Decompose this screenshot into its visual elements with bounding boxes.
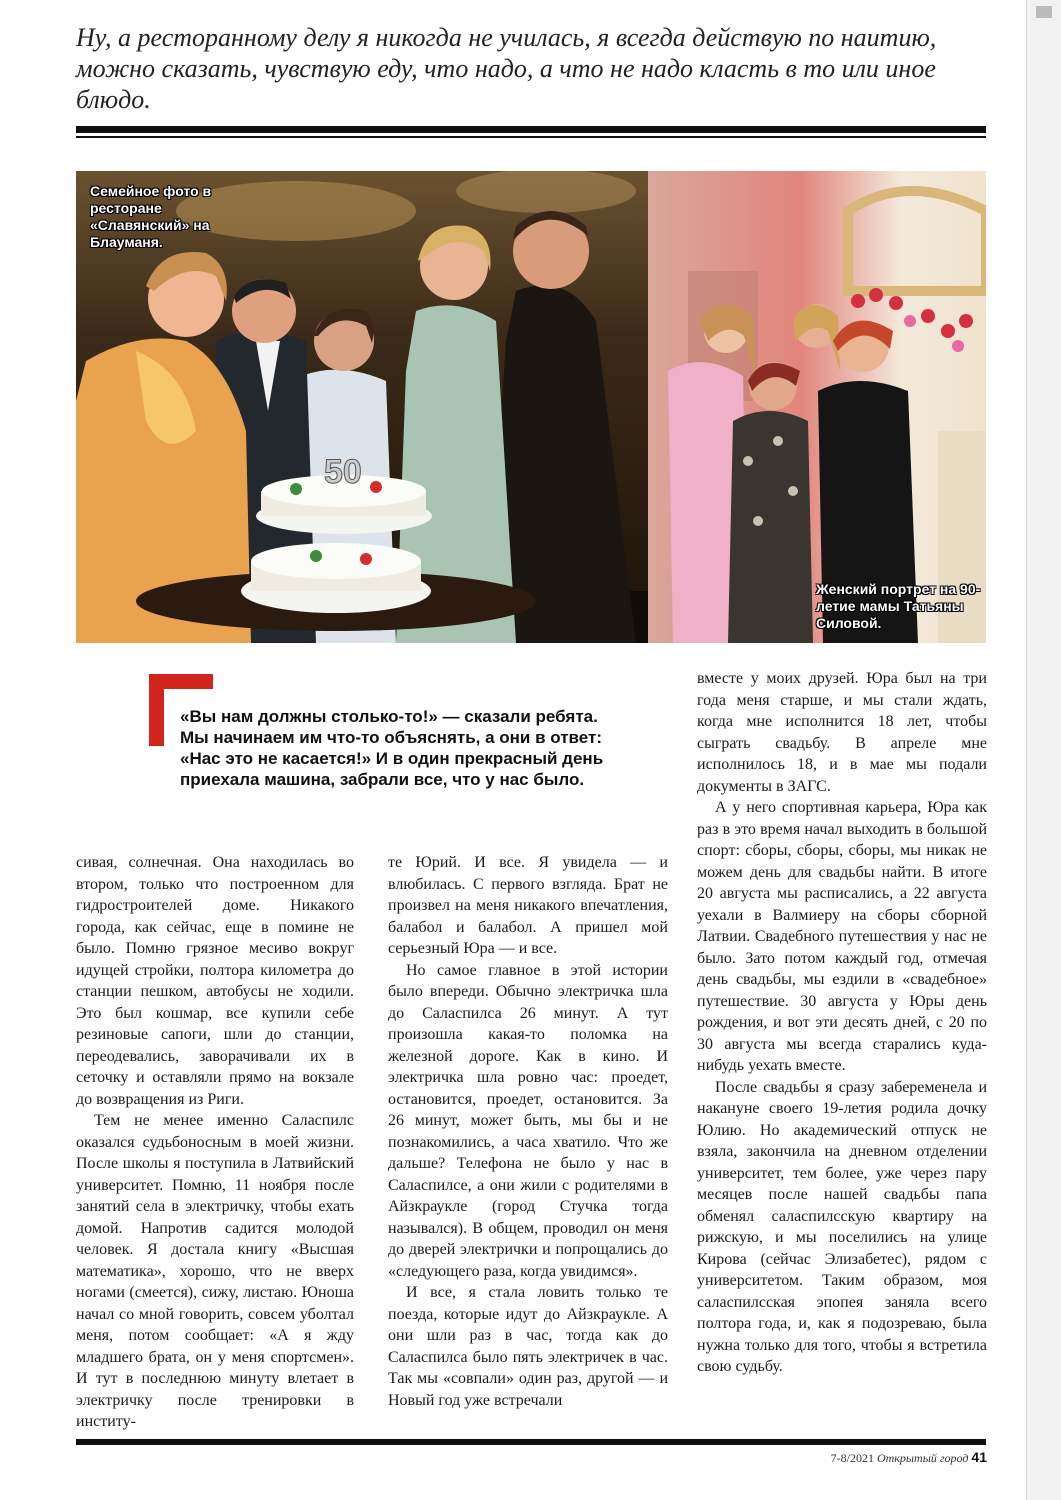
paragraph: Но самое главное в этой истории было впереди. Обычно электричка шла до Саласпилса 26 минут. А тут произошла какая-то поломка на железной дороге. Как в кино. И электричка шла ровно час: проедет, остановится, проедет, остановится. За 26 минут, может быть, мы бы и не познакомились, а часа хватило. Что же дальше? Телефона не было у нас в Саласпилсе, а они жили с родителями в Айзкраукле (город Стучка тогда назывался). В общем, проводил он меня до дверей электрички и попрощались до «следующего раза, когда увидимся». [388,961,668,1280]
pull-quote: «Вы нам должны столько-то!» — сказали ребята. Мы начинаем им что-то объяснять, а они в ответ: «Нас это не касается!» И в один прекрасный день приехала машина, забрали все, что у нас было. [180,707,604,789]
portrait-photo-illustration [648,171,986,643]
portrait-photo [648,171,986,643]
article-column-2 [388,852,668,1411]
paragraph: вместе у моих друзей. Юра был на три года меня старше, и мы стали ждать, когда мне исполнится 18 лет, чтобы сыграть свадьбу. В апреле мне исполнилось 18, и в мае мы подали документы в ЗАГС. [697,670,987,795]
top-quote: Ну, а ресторанному делу я никогда не училась, я всегда действую по наитию, можно сказать, чувствую еду, что надо, а что не надо класть в то или иное блюдо. [76,23,937,114]
page-number: 41 [971,1449,987,1465]
page-folio [831,1449,987,1466]
paragraph: сивая, солнечная. Она находилась во втором, только что построенном для гидростроителей доме. Никакого города, как сейчас, еще в помине не было. Помню грязное месиво вокруг идущей стройки, полтора километра до станции пешком, автобусы не ходили. Это был кошмар, все купили себе резиновые сапоги, шли до станции, переодевались, заворачивали их в сеточку и оставляли прямо на вокзале до возвращения из Риги. [76,854,354,1108]
magazine-name: Открытый город [876,1451,969,1465]
header-rule-thin [76,136,986,138]
decorative-letter-stem [149,674,164,746]
paragraph: И все, я стала ловить только те поезда, которые идут до Айзкраукле. А они шли раз в час, тогда как до Саласпилса было пять электричек в час. Так мы «совпали» один раз, другой — и Новый год уже встречали [388,1284,668,1409]
issue-number: 7-8/2021 [830,1451,874,1465]
page-edge-strip [1026,0,1061,1500]
paragraph: После свадьбы я сразу забеременела и накануне своего 19-летия родила дочку Юлию. Но академический отпуск не взяла, закончила на дневном отделении университет, тем более, уже через пару месяцев после нашей свадьбы папа обменял саласпилсскую квартиру на рижскую, и мы поселились на улице Кирова (сейчас Элизабетес), рядом с университетом. Таким образом, моя саласпилсская эпопея заняла всего полтора года, и, как я подозреваю, была нужна только для того, чтобы я встретила свою судьбу. [697,1078,987,1375]
right-photo-caption: Женский портрет на 90-летие мамы Татьяны Силовой. [816,581,981,631]
edge-marker [1036,6,1052,18]
paragraph: Тем не менее именно Саласпилс оказался судьбоносным в моей жизни. После школы я поступила в Латвийский университет. Помню, 11 ноября после занятий села в электричку, чтобы ехать домой. Напротив садится молодой человек. Я достала книгу «Высшая математика», хорошо, что не вверх ногами (смеется), сижу, листаю. Юноша начал со мной говорить, совсем уболтал меня, потом сообщает: «А я жду младшего брата, он у меня спортсмен». И тут в последнюю минуту влетает в электричку после тренировки в институ- [76,1112,354,1430]
article-column-1 [76,852,354,1433]
footer-rule [76,1439,986,1445]
cake-candle-number: 50 [324,453,362,491]
family-photo [76,171,648,643]
paragraph: те Юрий. И все. Я увидела — и влюбилась. С первого взгляда. Брат не произвел на меня никакого впечатления, балабол и балабол. А пришел мой серьезный Юра — и все. [388,854,668,957]
paragraph: А у него спортивная карьера, Юра как раз в это время начал выходить в большой спорт: сборы, сборы, сборы, мы никак не можем день для свадьбы найти. В итоге 20 августа мы расписались, а 22 августа уехали в Валмиеру на сборы сборной Латвии. Свадебного путешествия у нас не было. Зато потом каждый год, отмечая день свадьбы, мы ездили в «свадебное» путешествие. 30 августа у Юры день рождения, и вот эти десять дней, с 20 по 30 августа мы всегда старались куда-нибудь уехать вместе. [697,799,987,1074]
left-photo-caption: Семейное фото в ресторане «Славянский» на Блауманя. [90,183,212,250]
header-rule [76,126,986,133]
article-column-3 [697,668,987,1378]
